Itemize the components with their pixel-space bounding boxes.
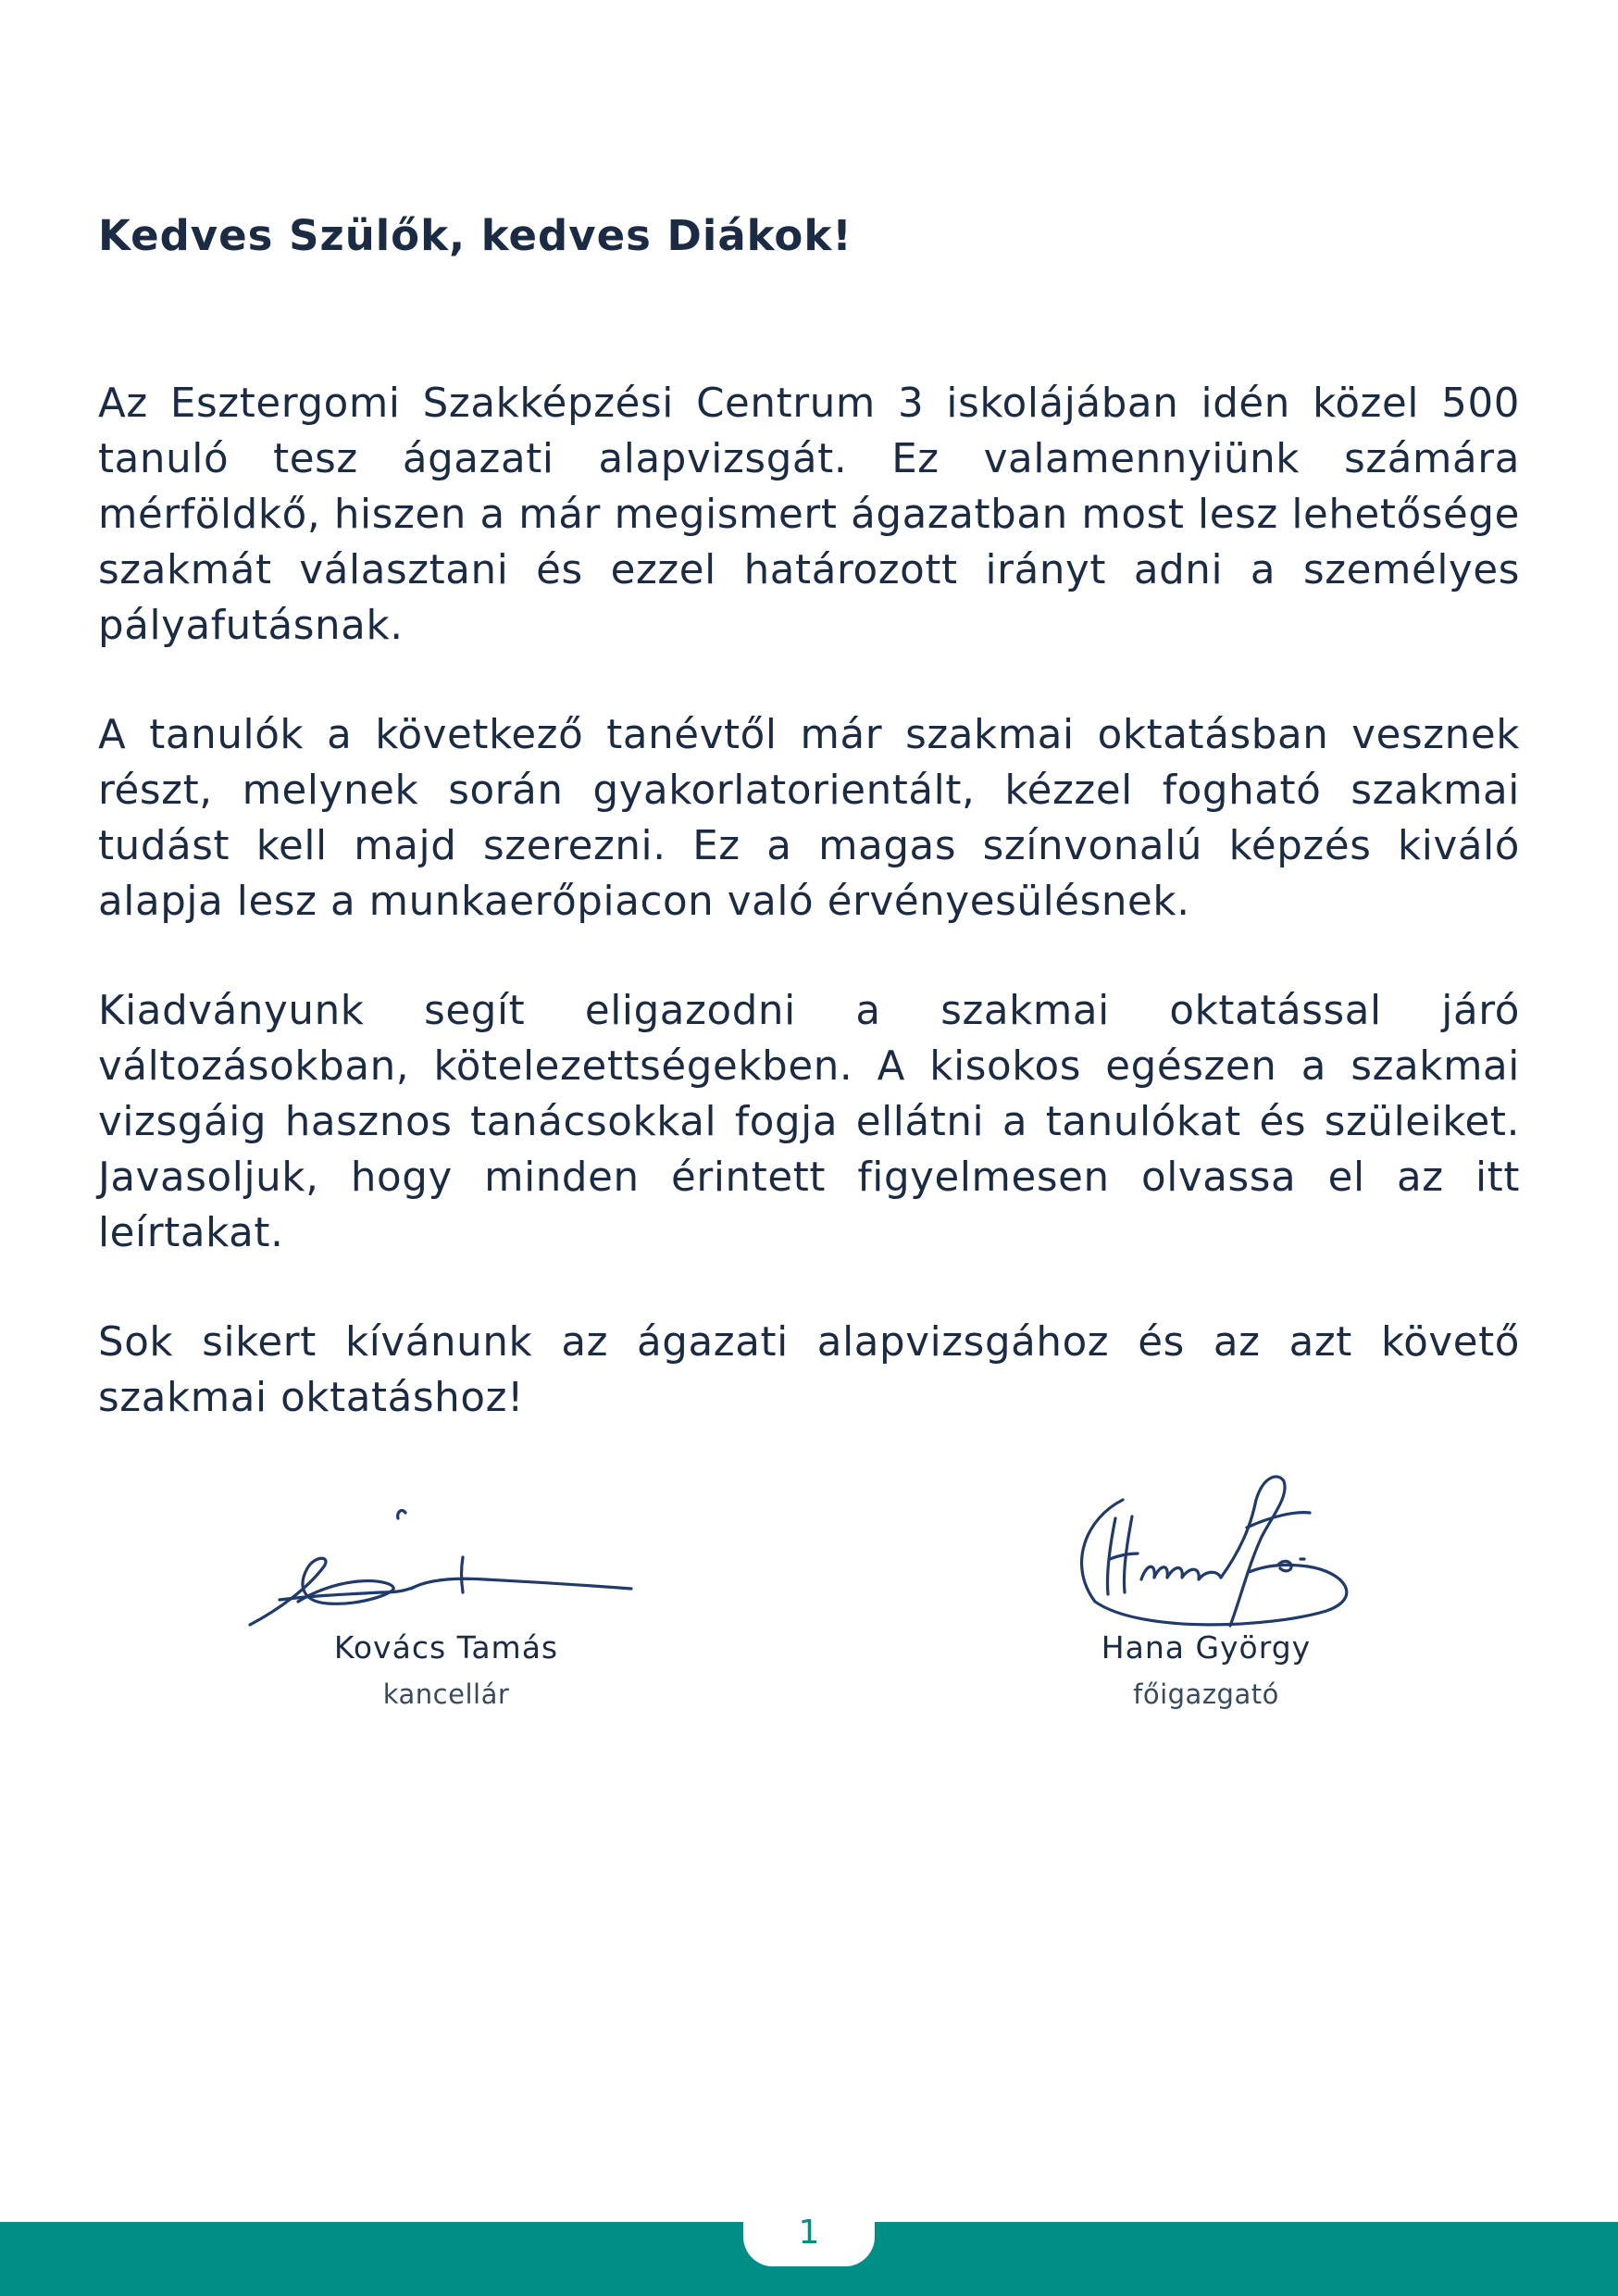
signatory-name: Kovács Tamás [333, 1629, 559, 1666]
letter-body [98, 376, 1520, 1426]
signatory-role: kancellár [382, 1678, 510, 1710]
paragraph: Kiadványunk segít eligazodni a szakmai oktatással járó változásokban, kötelezettségekben. A kisokos egészen a szakmai vizsgáig hasznos tanácsokkal fogja ellátni a tanulókat és szüleiket. Javasoljuk, hogy minden érintett figyelmesen olvassa el az itt leírtakat. [98, 988, 1520, 1256]
paragraph: Az Esztergomi Szakképzési Centrum 3 iskolájában idén közel 500 tanuló tesz ágazati alapvizsgát. Ez valamennyiünk számára mérföldkő, hiszen a már megismert ágazatban most lesz lehetősége szakmát választani és ezzel határozott irányt adni a személyes pályafutásnak. [98, 381, 1520, 649]
paragraph: Sok sikert kívánunk az ágazati alapvizsgához és az azt követő szakmai oktatáshoz! [98, 1319, 1520, 1421]
page-number: 1 [743, 2207, 875, 2266]
signatory-role: főigazgató [1133, 1678, 1279, 1710]
handwritten-signature-icon [243, 1500, 650, 1629]
signatory-name: Hana György [1101, 1629, 1312, 1666]
signature-block-chancellor [205, 1500, 687, 1710]
paragraph: A tanulók a következő tanévtől már szakmai oktatásban vesznek részt, melynek során gyakorlatorientált, kézzel fogható szakmai tudást kell majd szerezni. Ez a magas színvonalú képzés kiváló alapja lesz a munkaerőpiacon való érvényesülésnek. [98, 712, 1520, 925]
letter-greeting: Kedves Szülők, kedves Diákok! [98, 211, 853, 260]
handwritten-signature-icon [1058, 1463, 1354, 1629]
signature-block-director [965, 1463, 1447, 1710]
